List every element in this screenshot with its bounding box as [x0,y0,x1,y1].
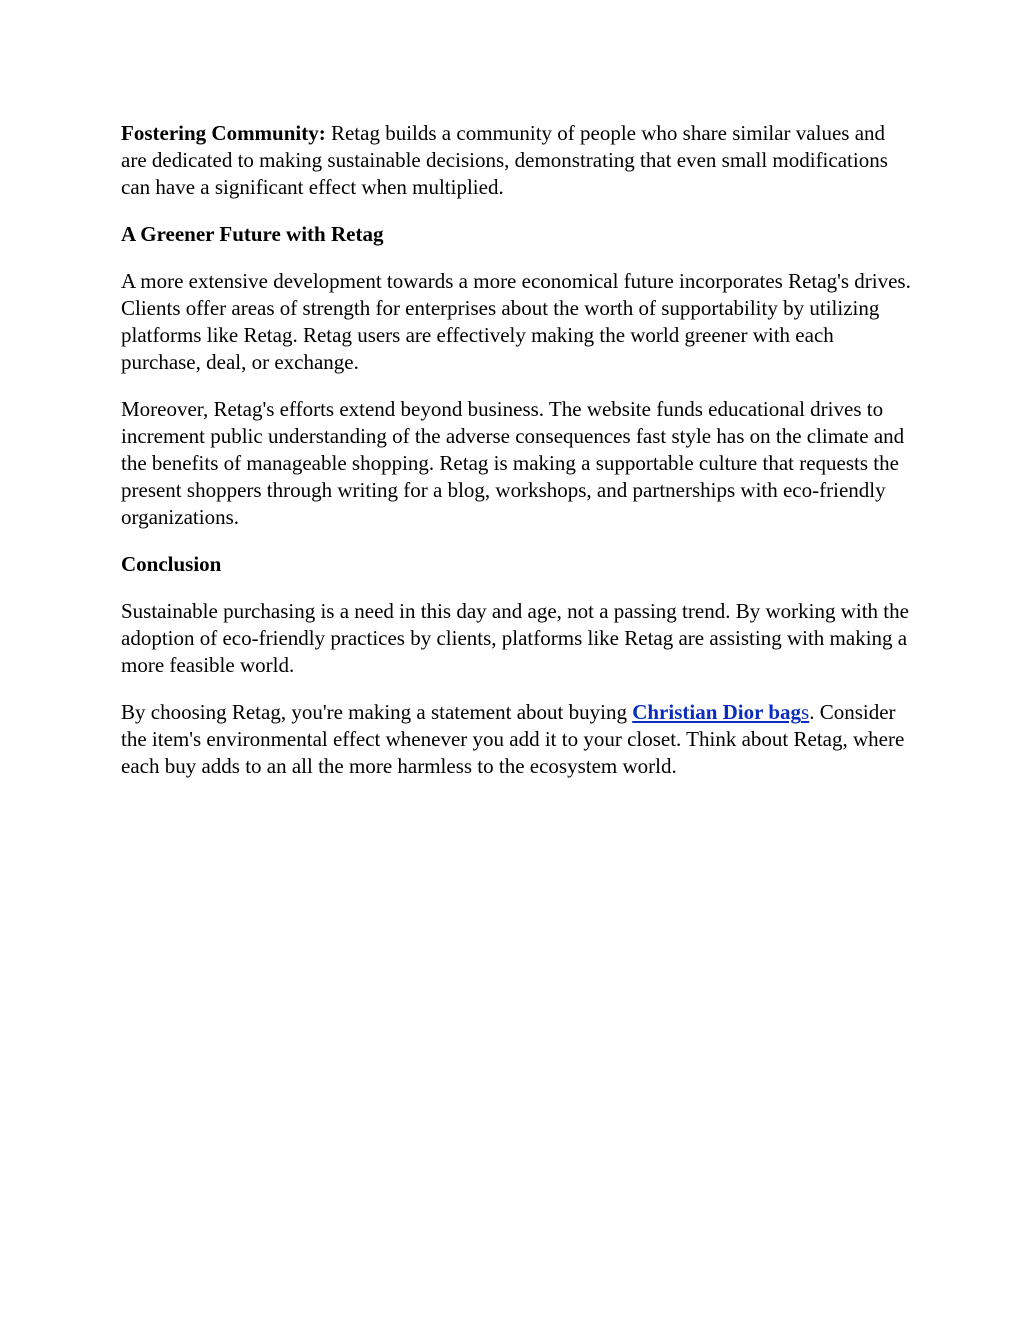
heading-greener-future: A Greener Future with Retag [121,222,384,246]
paragraph-fostering-community [121,120,911,201]
paragraph-choosing-after: . Consider the item's environmental effect whenever you add it to your closet. Think about Retag, where each buy adds to an all the more harmless to the ecosystem world. [121,700,905,778]
paragraph-moreover: Moreover, Retag's efforts extend beyond business. The website funds educational drives to increment public understanding of the adverse consequences fast style has on the climate and the benefits of manageable shopping. Retag is making a supportable culture that requests the present shoppers through writing for a blog, workshops, and partnerships with eco-friendly organizations. [121,397,905,529]
paragraph-lead-label: Fostering Community: [121,121,326,145]
link-tail: s [801,700,810,724]
document-page [121,120,911,800]
link-text: Christian Dior bag [632,700,802,724]
christian-dior-bags-link[interactable] [632,700,809,724]
paragraph-development: A more extensive development towards a more economical future incorporates Retag's drives. Clients offer areas of strength for enterprises about the worth of supportability by utilizing platforms like Retag. Retag users are effectively making the world greener with each purchase, deal, or exchange. [121,269,911,374]
paragraph-choosing-before: By choosing Retag, you're making a statement about buying [121,700,633,724]
paragraph-community-text: Retag builds a community of people who share similar values and are dedicated to making sustainable decisions, demonstrating that even small modifications can have a significant effect when multiplied. [121,121,888,199]
paragraph-choosing-retag [121,699,911,780]
paragraph-sustainable-purchasing: Sustainable purchasing is a need in this day and age, not a passing trend. By working with the adoption of eco-friendly practices by clients, platforms like Retag are assisting with making a more feasible world. [121,599,909,677]
heading-conclusion: Conclusion [121,552,222,576]
